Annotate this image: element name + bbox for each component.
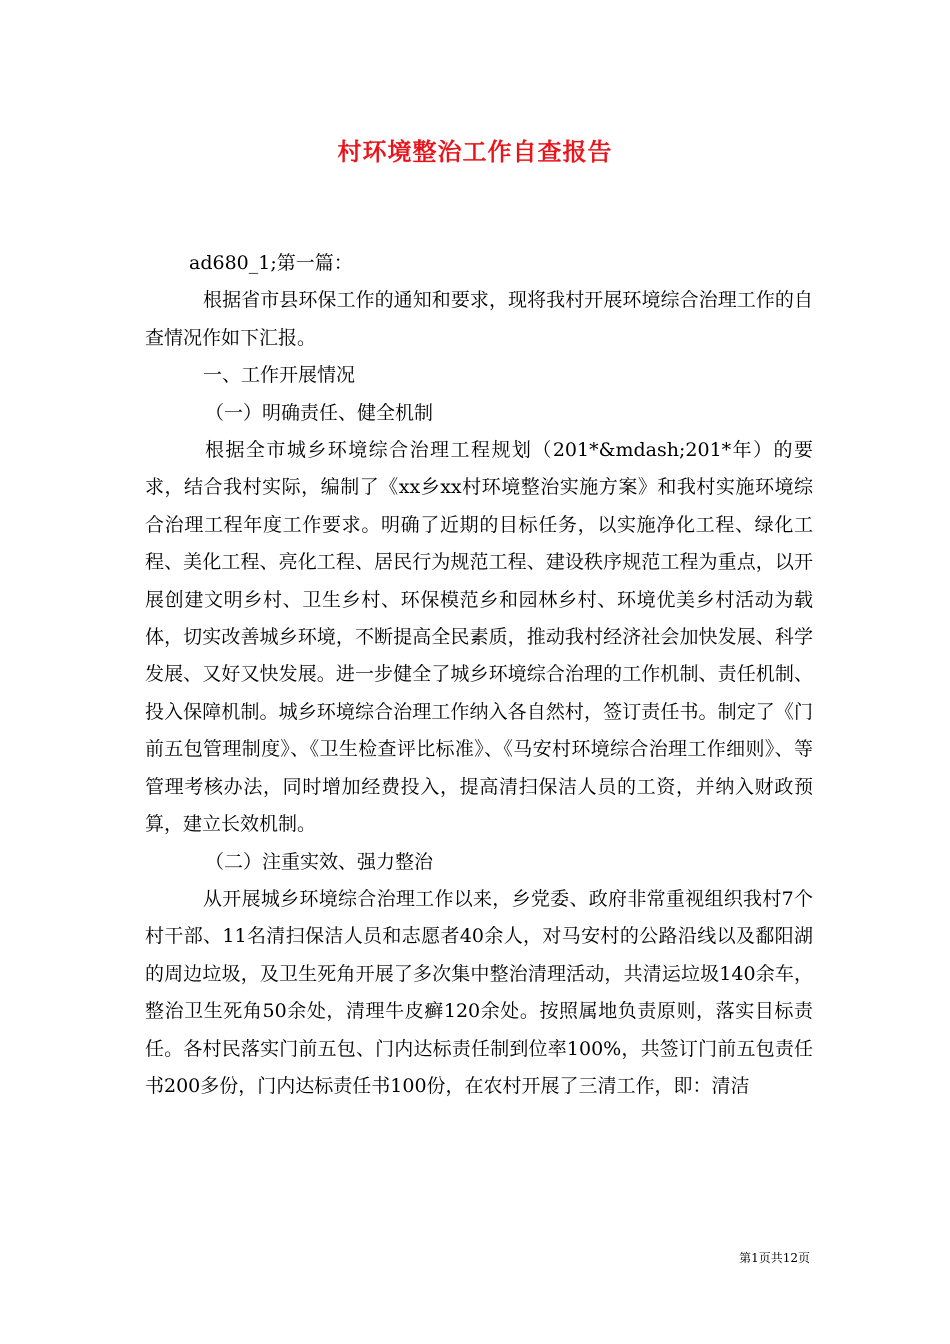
page-number: 第1页共12页 [739, 1251, 810, 1265]
document-title: 村环境整治工作自查报告 [337, 137, 613, 166]
paragraph-responsibility: 根据全市城乡环境综合治理工程规划（201*&mdash;201*年）的要求，结合我村实际，编制了《xx乡xx村环境整治实施方案》和我村实施环境综合治理工程年度工作要求。明确了近期的目标任务，以实施净化工程、绿化工程、美化工程、亮化工程、居民行为规范工程、建设秩序规范工程为重点，以开展创建文明乡村、卫生乡村、环保模范乡和园林乡村、环境优美乡村活动为载体，切实改善城乡环境，不断提高全民素质，推动我村经济社会加快发展、科学发展、又好又快发展。进一步健全了城乡环境综合治理的工作机制、责任机制、投入保障机制。城乡环境综合治理工作纳入各自然村，签订责任书。制定了《门前五包管理制度》、《卫生检查评比标准》、《马安村环境综合治理工作细则》、等管理考核办法，同时增加经费投入，提高清扫保洁人员的工资，并纳入财政预算，建立长效机制。 [145, 439, 813, 836]
paragraph-intro: 根据省市县环保工作的通知和要求，现将我村开展环境综合治理工作的自查情况作如下汇报。 [145, 289, 813, 349]
paragraph-section-label: ad680_1;第一篇： [189, 252, 353, 274]
subheading-responsibility: （一）明确责任、健全机制 [205, 401, 434, 424]
paragraph-rectification: 从开展城乡环境综合治理工作以来，乡党委、政府非常重视组织我村7个村干部、11名清扫保洁人员和志愿者40余人，对马安村的公路沿线以及鄱阳湖的周边垃圾，及卫生死角开展了多次集中整治清理活动，共清运垃圾140余车，整治卫生死角50余处，清理牛皮癣120余处。按照属地负责原则，落实目标责任。各村民落实门前五包、门内达标责任制到位率100%，共签订门前五包责任书200多份，门内达标责任书100份，在农村开展了三清工作，即：清洁 [145, 887, 813, 1097]
document-body [145, 245, 813, 1105]
subheading-rectification: （二）注重实效、强力整治 [205, 850, 434, 873]
heading-work-status: 一、工作开展情况 [203, 364, 356, 387]
